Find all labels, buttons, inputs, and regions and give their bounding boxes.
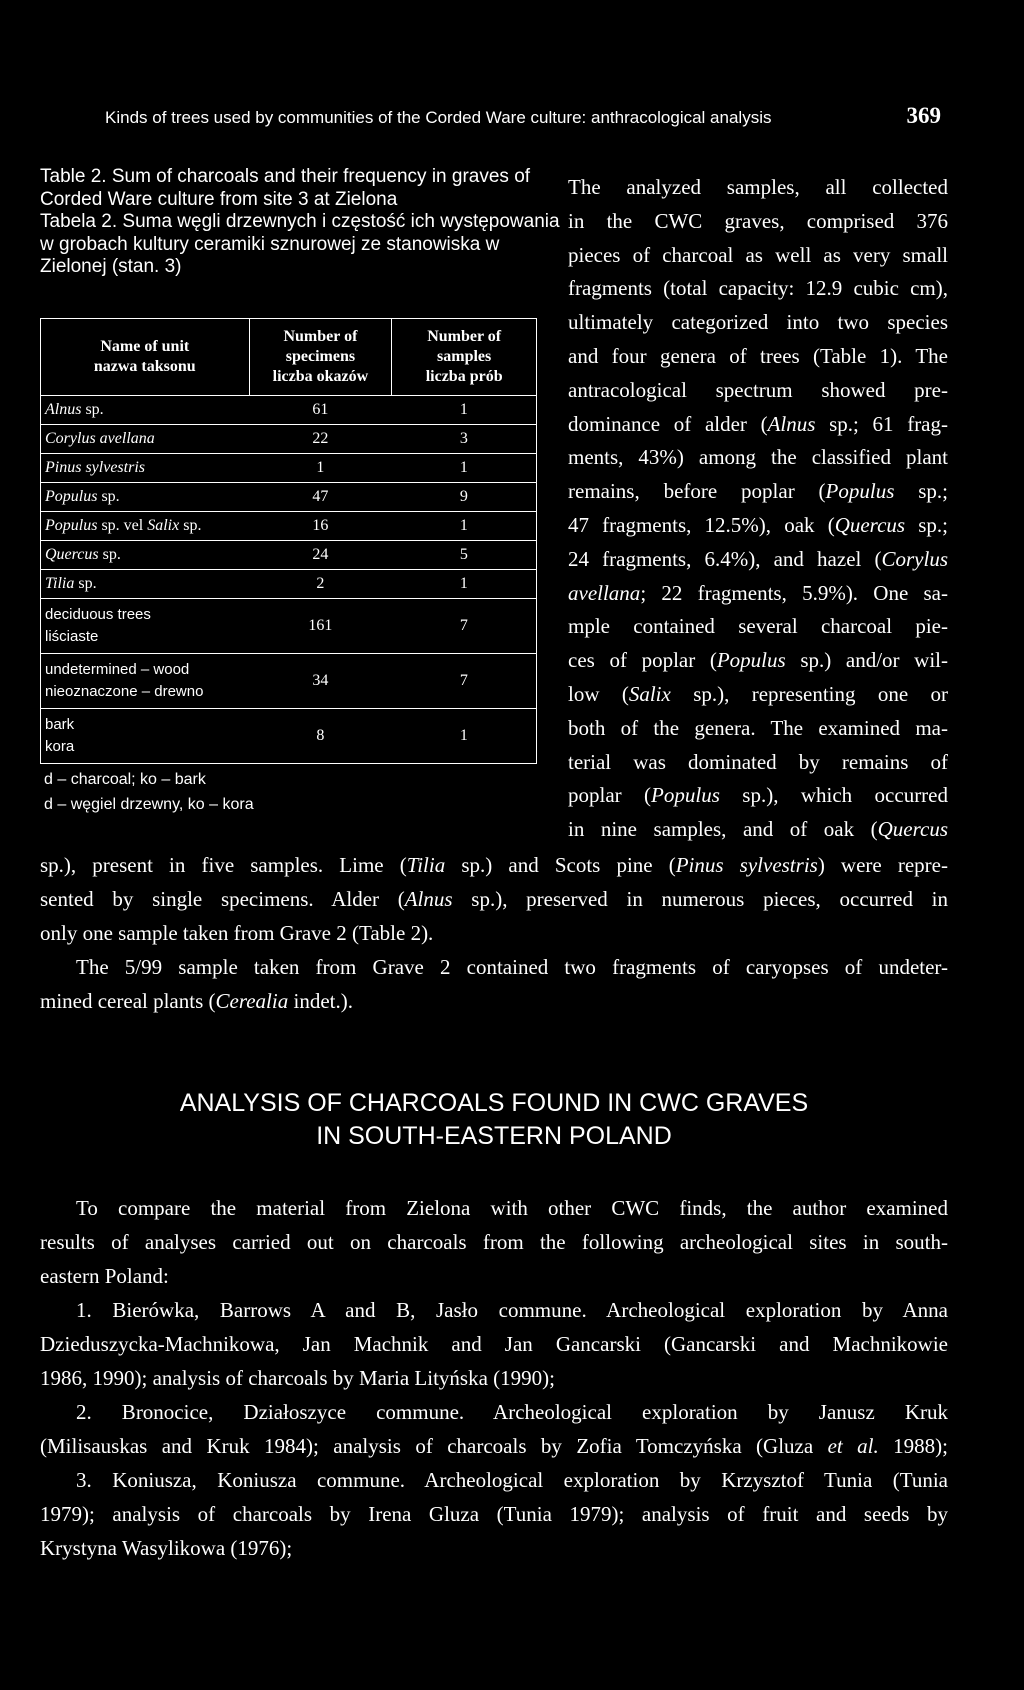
col-header-samples-l2: samples: [437, 348, 492, 365]
samples-cell: 7: [459, 672, 468, 689]
taxon-italic: avellana: [568, 580, 641, 605]
taxon-cell: [41, 396, 250, 425]
table-row: [41, 570, 537, 599]
taxon-cell: [41, 425, 250, 454]
text-line: [568, 543, 948, 577]
text-run: remains, before poplar (: [568, 479, 826, 504]
text-line: 2. Bronocice, Działoszyce commune. Archeological exploration by Janusz Kruk: [76, 1400, 948, 1424]
taxon-italic: Quercus: [834, 512, 906, 537]
table-row: [41, 709, 537, 764]
taxon-cell: [41, 454, 250, 483]
text-run: ) were repre-: [817, 853, 948, 877]
running-header: [105, 103, 941, 129]
col-header-specimens-pl: liczba okazów: [272, 368, 369, 385]
group-label-pl: kora: [45, 738, 75, 755]
group-cell: [41, 654, 250, 709]
col-header-specimens: [249, 319, 392, 396]
text-run: low (: [568, 681, 629, 706]
text-run: sp.), representing one or: [670, 681, 948, 706]
text-line: [568, 509, 948, 543]
text-line: mple contained several charcoal pie-: [568, 614, 948, 639]
samples-cell: 7: [459, 617, 468, 634]
taxon-genus: Populus: [45, 517, 98, 534]
table-row: [41, 396, 537, 425]
text-run: dominance of alder (: [568, 411, 768, 436]
text-line: antracological spectrum showed pre-: [568, 377, 948, 402]
taxon-genus: Populus: [45, 488, 98, 505]
text-line: [568, 475, 948, 509]
taxon-cell: [41, 570, 250, 599]
taxon-italic: Quercus: [877, 817, 948, 842]
table-caption-pl: Tabela 2. Suma węgli drzewnych i częstość ich występowania w grobach kultury ceramiki sznurowej ze stanowiska w Zielonej (stan. 3): [40, 211, 560, 277]
text-line: ments, 43%) among the classified plant: [568, 445, 948, 470]
text-line: [568, 577, 948, 611]
taxon-italic: Salix: [628, 681, 671, 706]
text-line: [568, 644, 948, 678]
text-run: 24 fragments, 6.4%), and hazel (: [568, 546, 882, 571]
table-row: [41, 599, 537, 654]
citation-italic: et al.: [827, 1434, 879, 1458]
specimens-cell: 161: [308, 617, 333, 634]
samples-cell: 9: [459, 488, 468, 505]
group-cell: [41, 599, 250, 654]
samples-cell: 1: [459, 459, 468, 476]
table-header-row: [41, 319, 537, 396]
text-line: The analyzed samples, all collected: [568, 175, 948, 199]
specimens-cell: 61: [312, 401, 329, 418]
table-caption: [40, 166, 560, 279]
taxon-italic: Tilia: [406, 853, 446, 877]
specimens-cell: 34: [312, 672, 329, 689]
taxon-suffix: sp.: [74, 575, 97, 592]
taxon-italic: Alnus: [767, 411, 816, 436]
table-row: [41, 512, 537, 541]
text-line: and four genera of trees (Table 1). The: [568, 343, 948, 368]
taxon-italic: Cerealia: [215, 989, 289, 1013]
text-run: sp.), present in five samples. Lime (: [40, 853, 407, 877]
taxon-cell: [41, 483, 250, 512]
section-heading: [40, 1087, 948, 1153]
specimens-cell: 47: [312, 488, 329, 505]
text-run: sp.;: [894, 479, 948, 504]
text-run: sented by single specimens. Alder (: [40, 887, 405, 911]
text-run: mined cereal plants (: [40, 989, 216, 1013]
text-run: sp.; 61 frag-: [815, 411, 948, 436]
group-label-en: bark: [45, 716, 75, 733]
right-column-text: [568, 171, 948, 847]
group-cell: [41, 709, 250, 764]
text-line: The 5/99 sample taken from Grave 2 contained two fragments of caryopses of undeter-: [76, 955, 948, 979]
col-header-samples: [392, 319, 537, 396]
text-line: both of the genera. The examined ma-: [568, 715, 948, 740]
taxon-italic: Populus: [825, 479, 895, 504]
col-header-unit-en: Name of unit: [100, 338, 190, 355]
page-number: 369: [906, 103, 941, 128]
group-label-pl: liściaste: [45, 628, 99, 645]
table-row: [41, 454, 537, 483]
taxon-suffix-2: sp.: [179, 517, 202, 534]
table-row: [41, 483, 537, 512]
taxon-genus-2: Salix: [147, 517, 180, 534]
group-label-pl: nieoznaczone – drewno: [45, 683, 204, 700]
taxon-italic: Pinus sylvestris: [675, 853, 818, 877]
col-header-samples-pl: liczba prób: [425, 368, 503, 385]
text-run: sp.;: [905, 512, 948, 537]
taxon-genus: Tilia: [45, 575, 75, 592]
group-label-en: undetermined – wood: [45, 661, 190, 678]
text-line: [40, 984, 948, 1018]
specimens-cell: 24: [312, 546, 329, 563]
text-run: 1988);: [878, 1434, 948, 1458]
samples-cell: 1: [459, 517, 468, 534]
running-title: Kinds of trees used by communities of the Corded Ware culture: anthracological analysis: [105, 108, 772, 127]
taxon-suffix: sp.: [97, 488, 120, 505]
text-run: (Milisauskas and Kruk 1984); analysis of charcoals by Zofia Tomczyńska (Gluza: [40, 1434, 828, 1458]
samples-cell: 1: [459, 401, 468, 418]
text-line: ultimately categorized into two species: [568, 310, 948, 335]
specimens-cell: 1: [316, 459, 325, 476]
samples-cell: 1: [459, 575, 468, 592]
text-run: poplar (: [568, 783, 652, 808]
taxon-italic: Corylus: [881, 546, 948, 571]
text-line: terial was dominated by remains of: [568, 749, 948, 774]
section-heading-line: IN SOUTH-EASTERN POLAND: [316, 1122, 672, 1150]
text-line: [568, 779, 948, 813]
text-run: ces of poplar (: [568, 648, 717, 673]
specimens-cell: 2: [316, 575, 325, 592]
samples-cell: 5: [459, 546, 468, 563]
specimens-cell: 22: [312, 430, 329, 447]
text-line: in the CWC graves, comprised 376: [568, 208, 948, 233]
text-line: only one sample taken from Grave 2 (Table 2).: [40, 921, 434, 945]
text-line: Krystyna Wasylikowa (1976);: [40, 1536, 293, 1560]
taxon-italic: Populus: [651, 783, 720, 808]
text-line: To compare the material from Zielona with other CWC finds, the author examined: [76, 1196, 948, 1220]
specimens-cell: 8: [316, 727, 325, 744]
text-line: [568, 813, 948, 847]
samples-cell: 3: [459, 430, 468, 447]
table-row: [41, 425, 537, 454]
section-body: [40, 1191, 948, 1565]
taxon-genus: Quercus: [45, 546, 99, 563]
text-line: [40, 882, 948, 916]
text-line: 1986, 1990); analysis of charcoals by Maria Lityńska (1990);: [40, 1366, 555, 1390]
col-header-unit-pl: nazwa taksonu: [93, 358, 196, 375]
taxon-genus: Corylus avellana: [45, 430, 155, 447]
text-run: 47 fragments, 12.5%), oak (: [568, 512, 835, 537]
text-line: 1979); analysis of charcoals by Irena Gluza (Tunia 1979); analysis of fruit and seeds by: [40, 1502, 948, 1526]
taxon-cell: [41, 512, 250, 541]
taxon-suffix: sp.: [81, 401, 104, 418]
text-run: ; 22 fragments, 5.9%). One sa-: [640, 580, 948, 605]
table-row: [41, 541, 537, 570]
section-heading-line: ANALYSIS OF CHARCOALS FOUND IN CWC GRAVES: [179, 1089, 809, 1117]
table-note-en: d – charcoal; ko – bark: [44, 771, 206, 788]
text-run: sp.) and Scots pine (: [445, 853, 676, 877]
taxon-genus: Pinus sylvestris: [45, 459, 145, 476]
text-line: results of analyses carried out on charcoals from the following archeological sites in south-: [40, 1230, 948, 1254]
col-header-specimens-l2: specimens: [285, 348, 356, 365]
text-line: [40, 1429, 948, 1463]
group-label-en: deciduous trees: [45, 606, 151, 623]
specimens-cell: 16: [312, 517, 329, 534]
charcoal-frequency-table: [40, 318, 537, 764]
col-header-samples-l1: Number of: [427, 328, 502, 345]
text-line: 1. Bierówka, Barrows A and B, Jasło commune. Archeological exploration by Anna: [76, 1298, 948, 1322]
taxon-suffix: sp. vel: [97, 517, 148, 534]
taxon-italic: Populus: [716, 648, 786, 673]
text-line: Dzieduszycka-Machnikowa, Jan Machnik and Jan Gancarski (Gancarski and Machnikowie: [40, 1332, 948, 1356]
text-line: fragments (total capacity: 12.9 cubic cm),: [568, 276, 948, 301]
text-line: eastern Poland:: [40, 1264, 169, 1288]
col-header-specimens-l1: Number of: [283, 328, 358, 345]
text-line: pieces of charcoal as well as very small: [568, 242, 948, 267]
table-caption-en: Table 2. Sum of charcoals and their frequency in graves of Corded Ware culture from site 3 at Zielona: [40, 166, 531, 210]
table-note-pl: d – węgiel drzewny, ko – kora: [44, 796, 254, 813]
text-line: 3. Koniusza, Koniusza commune. Archeological exploration by Krzysztof Tunia (Tunia: [76, 1468, 948, 1492]
text-run: sp.) and/or wil-: [785, 648, 948, 673]
taxon-italic: Alnus: [404, 887, 453, 911]
text-run: sp.), which occurred: [719, 783, 948, 808]
text-line: [568, 678, 948, 712]
text-run: indet.).: [288, 989, 353, 1013]
text-run: in nine samples, and of oak (: [568, 817, 878, 842]
samples-cell: 1: [459, 727, 468, 744]
taxon-cell: [41, 541, 250, 570]
table-notes: [44, 767, 254, 817]
text-run: sp.), preserved in numerous pieces, occurred in: [452, 887, 948, 911]
taxon-genus: Alnus: [45, 401, 82, 418]
table-row: [41, 654, 537, 709]
text-line: [568, 408, 948, 442]
text-line: [40, 848, 948, 882]
body-paragraph-continued: [40, 848, 948, 1018]
taxon-suffix: sp.: [98, 546, 121, 563]
col-header-unit: [41, 319, 250, 396]
